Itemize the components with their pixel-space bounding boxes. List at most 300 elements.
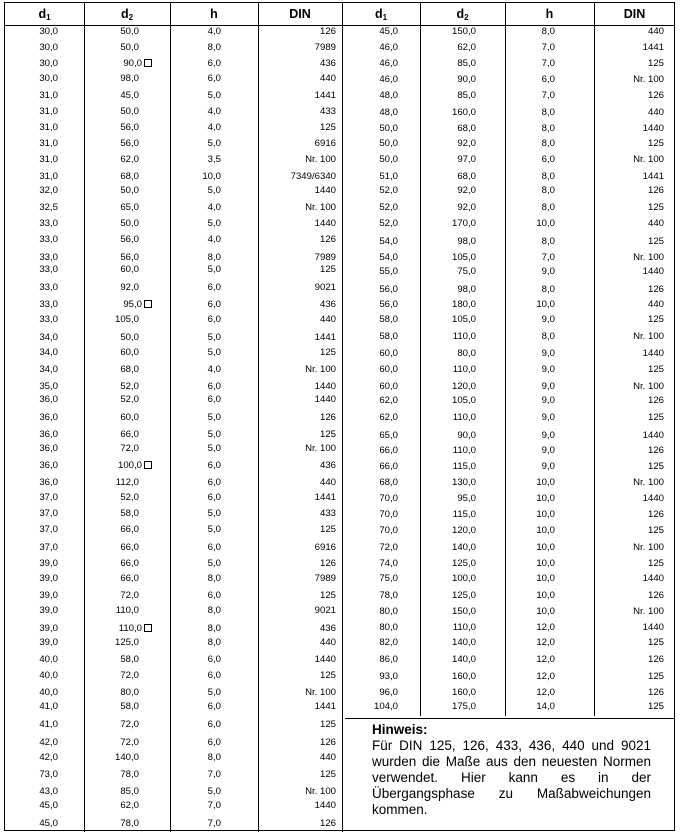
cell-h — [170, 460, 221, 471]
cell-text: 170,0 — [451, 218, 476, 229]
cell-text: 60,0 — [379, 348, 398, 359]
cell-text: 37,0 — [39, 492, 58, 503]
cell-d2 — [84, 218, 139, 229]
cell-text: 7989 — [314, 573, 336, 584]
cell-text: 1441 — [314, 492, 336, 503]
cell-h — [505, 622, 555, 633]
cell-h — [170, 508, 221, 519]
cell-h — [170, 623, 221, 634]
cell-text: 43,0 — [39, 786, 58, 797]
cell-text: 62,0 — [120, 800, 139, 811]
cell-text: 66,0 — [120, 524, 139, 535]
cell-d2 — [84, 73, 139, 84]
cell-text: 12,0 — [536, 622, 555, 633]
cell-text: 1441 — [314, 701, 336, 712]
cell-text: 110,0 — [452, 364, 476, 375]
cell-d1 — [5, 752, 58, 763]
cell-text: 110,0 — [452, 622, 476, 633]
cell-d2 — [420, 509, 476, 520]
cell-din — [258, 171, 336, 182]
cell-h — [170, 477, 221, 488]
cell-d2 — [420, 284, 476, 295]
cell-d2 — [84, 769, 139, 780]
cell-d1 — [5, 429, 58, 440]
cell-text: 68,0 — [120, 364, 139, 375]
cell-d2 — [84, 443, 139, 454]
cell-text: Nr. 100 — [633, 381, 664, 392]
cell-text: 92,0 — [457, 138, 476, 149]
cell-text: 125 — [319, 524, 336, 535]
cell-d1 — [342, 671, 398, 682]
cell-d2 — [84, 701, 139, 712]
header-din-right — [594, 3, 675, 26]
cell-h — [505, 252, 555, 263]
header-label: DIN — [289, 7, 311, 21]
cell-text: 60,0 — [120, 347, 139, 358]
cell-text: 6,0 — [207, 477, 221, 488]
cell-d2 — [84, 623, 152, 634]
cell-h — [505, 606, 555, 617]
cell-text: 8,0 — [207, 605, 221, 616]
cell-din — [258, 282, 336, 293]
cell-d1 — [5, 90, 58, 101]
cell-d1 — [5, 314, 58, 325]
cell-d1 — [342, 381, 398, 392]
cell-d1 — [5, 590, 58, 601]
cell-text: 6,0 — [207, 719, 221, 730]
cell-din — [258, 332, 336, 343]
cell-d2 — [84, 429, 139, 440]
cell-d1 — [5, 394, 58, 405]
cell-d2 — [420, 461, 476, 472]
cell-d2 — [84, 138, 139, 149]
cell-text: 6,0 — [207, 737, 221, 748]
cell-text: 1440 — [314, 381, 336, 392]
cell-d2 — [420, 671, 476, 682]
cell-text: 6,0 — [207, 542, 221, 553]
cell-d2 — [420, 58, 476, 69]
cell-d1 — [5, 800, 58, 811]
cell-h — [170, 687, 221, 698]
cell-din — [594, 622, 664, 633]
cell-d2 — [84, 264, 139, 275]
cell-text: 126 — [647, 185, 664, 196]
cell-din — [594, 493, 664, 504]
checkbox-icon — [144, 624, 152, 632]
cell-text: 12,0 — [536, 637, 555, 648]
cell-d2 — [420, 573, 476, 584]
cell-din — [258, 73, 336, 84]
cell-d1 — [342, 171, 398, 182]
cell-d1 — [342, 509, 398, 520]
cell-h — [170, 42, 221, 53]
cell-text: 68,0 — [457, 123, 476, 134]
cell-h — [505, 123, 555, 134]
cell-text: 115,0 — [452, 509, 476, 520]
header-d1-right — [342, 3, 420, 26]
cell-h — [170, 218, 221, 229]
cell-text: 5,0 — [207, 429, 221, 440]
cell-d1 — [342, 477, 398, 488]
cell-text: 125 — [647, 58, 664, 69]
cell-d1 — [5, 73, 58, 84]
cell-d2 — [420, 430, 476, 441]
cell-din — [258, 314, 336, 325]
cell-d1 — [342, 348, 398, 359]
cell-text: 50,0 — [120, 332, 139, 343]
cell-d2 — [420, 26, 476, 37]
cell-text: 98,0 — [457, 284, 476, 295]
cell-text: 125 — [647, 412, 664, 423]
cell-din — [258, 252, 336, 263]
cell-text: 92,0 — [457, 185, 476, 196]
cell-text: 8,0 — [207, 252, 221, 263]
header-label: h — [210, 7, 218, 21]
cell-text: 125,0 — [114, 637, 139, 648]
cell-text: 39,0 — [39, 605, 58, 616]
cell-text: 46,0 — [379, 42, 398, 53]
cell-text: 56,0 — [379, 299, 398, 310]
cell-h — [505, 525, 555, 536]
cell-din — [594, 90, 664, 101]
cell-text: 58,0 — [379, 314, 398, 325]
cell-d2 — [84, 381, 139, 392]
cell-d2 — [420, 299, 476, 310]
cell-text: 70,0 — [379, 509, 398, 520]
cell-text: 5,0 — [207, 412, 221, 423]
cell-text: 6,0 — [207, 492, 221, 503]
cell-d1 — [342, 701, 398, 712]
cell-d2 — [420, 138, 476, 149]
header-label: d — [120, 7, 129, 21]
cell-text: Nr. 100 — [633, 606, 664, 617]
cell-text: 130,0 — [451, 477, 476, 488]
cell-d2 — [420, 525, 476, 536]
cell-text: 5,0 — [207, 332, 221, 343]
cell-d1 — [5, 234, 58, 245]
cell-text: 85,0 — [457, 58, 476, 69]
cell-text: 65,0 — [120, 202, 139, 213]
cell-din — [258, 492, 336, 503]
cell-d2 — [84, 90, 139, 101]
cell-h — [170, 106, 221, 117]
cell-h — [170, 412, 221, 423]
header-h-left — [170, 3, 258, 26]
cell-h — [505, 185, 555, 196]
cell-d1 — [342, 606, 398, 617]
cell-text: 1440 — [314, 654, 336, 665]
cell-text: 39,0 — [39, 590, 58, 601]
cell-text: 40,0 — [39, 687, 58, 698]
cell-d2 — [420, 542, 476, 553]
cell-din — [594, 26, 664, 37]
cell-h — [505, 331, 555, 342]
cell-d1 — [342, 90, 398, 101]
cell-text: 60,0 — [379, 364, 398, 375]
cell-din — [258, 590, 336, 601]
cell-d2 — [420, 266, 476, 277]
cell-d1 — [5, 42, 58, 53]
cell-d2 — [420, 687, 476, 698]
cell-h — [170, 769, 221, 780]
cell-d1 — [5, 332, 58, 343]
cell-d2 — [420, 493, 476, 504]
cell-h — [170, 332, 221, 343]
cell-d2 — [420, 381, 476, 392]
cell-din — [258, 26, 336, 37]
cell-d2 — [420, 185, 476, 196]
cell-text: 52,0 — [379, 218, 398, 229]
cell-din — [594, 637, 664, 648]
cell-d2 — [84, 687, 139, 698]
cell-text: 62,0 — [379, 412, 398, 423]
cell-din — [258, 90, 336, 101]
cell-h — [170, 605, 221, 616]
cell-text: 7989 — [314, 252, 336, 263]
cell-din — [594, 701, 664, 712]
cell-din — [594, 58, 664, 69]
cell-text: 7349/6340 — [290, 171, 336, 182]
cell-d2 — [420, 331, 476, 342]
cell-din — [258, 542, 336, 553]
cell-text: 110,0 — [452, 331, 476, 342]
cell-din — [258, 429, 336, 440]
cell-d2 — [84, 477, 139, 488]
cell-h — [505, 74, 555, 85]
cell-text: 60,0 — [379, 381, 398, 392]
cell-text: 50,0 — [120, 26, 139, 37]
cell-d1 — [5, 264, 58, 275]
cell-text: 33,0 — [39, 314, 58, 325]
cell-h — [170, 347, 221, 358]
cell-din — [258, 637, 336, 648]
cell-text: 30,0 — [39, 42, 58, 53]
cell-text: 126 — [319, 234, 336, 245]
cell-din — [594, 381, 664, 392]
cell-h — [170, 26, 221, 37]
cell-text: 70,0 — [379, 493, 398, 504]
cell-text: 126 — [647, 445, 664, 456]
cell-text: 33,0 — [39, 252, 58, 263]
cell-d1 — [5, 719, 58, 730]
cell-din — [594, 284, 664, 295]
cell-text: 8,0 — [541, 202, 555, 213]
cell-text: 10,0 — [536, 477, 555, 488]
cell-text: 9,0 — [541, 412, 555, 423]
cell-h — [170, 573, 221, 584]
cell-d1 — [5, 412, 58, 423]
cell-text: 54,0 — [379, 236, 398, 247]
cell-text: 126 — [319, 818, 336, 829]
cell-text: 1440 — [642, 622, 664, 633]
cell-text: 112,0 — [115, 477, 139, 488]
cell-d1 — [342, 412, 398, 423]
cell-text: 110,0 — [115, 605, 139, 616]
cell-d2 — [84, 558, 139, 569]
cell-d1 — [342, 154, 398, 165]
cell-h — [170, 637, 221, 648]
cell-text: 7,0 — [541, 90, 555, 101]
cell-text: 125 — [647, 525, 664, 536]
cell-h — [170, 58, 221, 69]
cell-text: 6,0 — [207, 394, 221, 405]
cell-h — [505, 42, 555, 53]
cell-text: 6,0 — [207, 314, 221, 325]
cell-h — [170, 381, 221, 392]
cell-d2 — [84, 800, 139, 811]
cell-text: 48,0 — [379, 90, 398, 101]
cell-d2 — [84, 154, 139, 165]
cell-h — [170, 590, 221, 601]
cell-d1 — [5, 542, 58, 553]
cell-d1 — [5, 477, 58, 488]
cell-text: 5,0 — [207, 347, 221, 358]
cell-text: 45,0 — [120, 90, 139, 101]
cell-text: 6,0 — [207, 670, 221, 681]
cell-text: 45,0 — [39, 800, 58, 811]
cell-text: 8,0 — [541, 171, 555, 182]
cell-d2 — [420, 606, 476, 617]
cell-text: 125 — [647, 202, 664, 213]
cell-din — [594, 573, 664, 584]
cell-h — [170, 818, 221, 829]
cell-din — [594, 395, 664, 406]
cell-d1 — [342, 266, 398, 277]
cell-d1 — [342, 430, 398, 441]
cell-text: 33,0 — [39, 264, 58, 275]
cell-din — [594, 314, 664, 325]
cell-din — [258, 558, 336, 569]
header-din-left — [258, 3, 342, 26]
cell-din — [594, 558, 664, 569]
cell-text: 8,0 — [207, 752, 221, 763]
note-box — [345, 718, 675, 831]
cell-h — [170, 394, 221, 405]
cell-text: 72,0 — [120, 737, 139, 748]
header-d2-right — [420, 3, 505, 26]
cell-d1 — [5, 381, 58, 392]
checkbox-icon — [144, 461, 152, 469]
cell-h — [505, 461, 555, 472]
cell-h — [170, 252, 221, 263]
cell-d2 — [84, 573, 139, 584]
cell-din — [594, 671, 664, 682]
cell-text: 6916 — [314, 138, 336, 149]
cell-text: 126 — [319, 558, 336, 569]
cell-h — [505, 299, 555, 310]
cell-text: 40,0 — [39, 670, 58, 681]
cell-d1 — [5, 347, 58, 358]
cell-d2 — [84, 590, 139, 601]
cell-h — [505, 218, 555, 229]
cell-text: 41,0 — [39, 719, 58, 730]
cell-d1 — [342, 299, 398, 310]
cell-text: Nr. 100 — [305, 154, 336, 165]
cell-h — [505, 477, 555, 488]
cell-d2 — [84, 347, 139, 358]
cell-text: 160,0 — [451, 107, 476, 118]
cell-text: 66,0 — [120, 542, 139, 553]
cell-d2 — [420, 154, 476, 165]
cell-d2 — [84, 106, 139, 117]
cell-text: 440 — [319, 637, 336, 648]
cell-text: Nr. 100 — [633, 477, 664, 488]
cell-text: 436 — [319, 460, 336, 471]
cell-d2 — [420, 558, 476, 569]
cell-d1 — [342, 331, 398, 342]
cell-din — [258, 687, 336, 698]
cell-text: 80,0 — [120, 687, 139, 698]
cell-h — [170, 154, 221, 165]
cell-din — [258, 412, 336, 423]
cell-text: 52,0 — [379, 185, 398, 196]
cell-h — [505, 58, 555, 69]
cell-text: 12,0 — [536, 671, 555, 682]
cell-h — [170, 670, 221, 681]
cell-din — [594, 542, 664, 553]
cell-din — [258, 154, 336, 165]
cell-text: 36,0 — [39, 429, 58, 440]
cell-text: 6,0 — [207, 73, 221, 84]
cell-text: Nr. 100 — [633, 542, 664, 553]
cell-din — [594, 107, 664, 118]
cell-text: 126 — [319, 26, 336, 37]
cell-din — [258, 138, 336, 149]
cell-d1 — [5, 443, 58, 454]
cell-text: 97,0 — [457, 154, 476, 165]
cell-d2 — [420, 236, 476, 247]
cell-d1 — [342, 252, 398, 263]
cell-text: 10,0 — [536, 573, 555, 584]
cell-text: 33,0 — [39, 299, 58, 310]
cell-d2 — [84, 282, 139, 293]
cell-d1 — [5, 364, 58, 375]
cell-text: 80,0 — [379, 606, 398, 617]
cell-text: 10,0 — [536, 590, 555, 601]
cell-din — [258, 42, 336, 53]
cell-text: Nr. 100 — [633, 154, 664, 165]
cell-text: 440 — [319, 73, 336, 84]
checkbox-icon — [144, 300, 152, 308]
cell-din — [594, 525, 664, 536]
cell-text: 6,0 — [207, 654, 221, 665]
cell-text: 175,0 — [451, 701, 476, 712]
cell-din — [258, 381, 336, 392]
cell-text: 4,0 — [207, 202, 221, 213]
cell-din — [594, 185, 664, 196]
cell-text: 5,0 — [207, 786, 221, 797]
cell-text: 150,0 — [451, 26, 476, 37]
cell-text: Nr. 100 — [633, 74, 664, 85]
cell-d2 — [84, 364, 139, 375]
cell-d1 — [5, 508, 58, 519]
cell-d2 — [420, 202, 476, 213]
cell-h — [170, 299, 221, 310]
cell-h — [170, 492, 221, 503]
cell-d1 — [342, 107, 398, 118]
cell-d1 — [5, 154, 58, 165]
cell-text: 45,0 — [379, 26, 398, 37]
cell-din — [594, 123, 664, 134]
cell-text: 10,0 — [536, 606, 555, 617]
cell-text: 125 — [647, 364, 664, 375]
cell-text: 5,0 — [207, 185, 221, 196]
cell-text: 6,0 — [207, 381, 221, 392]
cell-text: 125 — [319, 590, 336, 601]
cell-d2 — [84, 394, 139, 405]
cell-din — [258, 654, 336, 665]
cell-text: 75,0 — [379, 573, 398, 584]
